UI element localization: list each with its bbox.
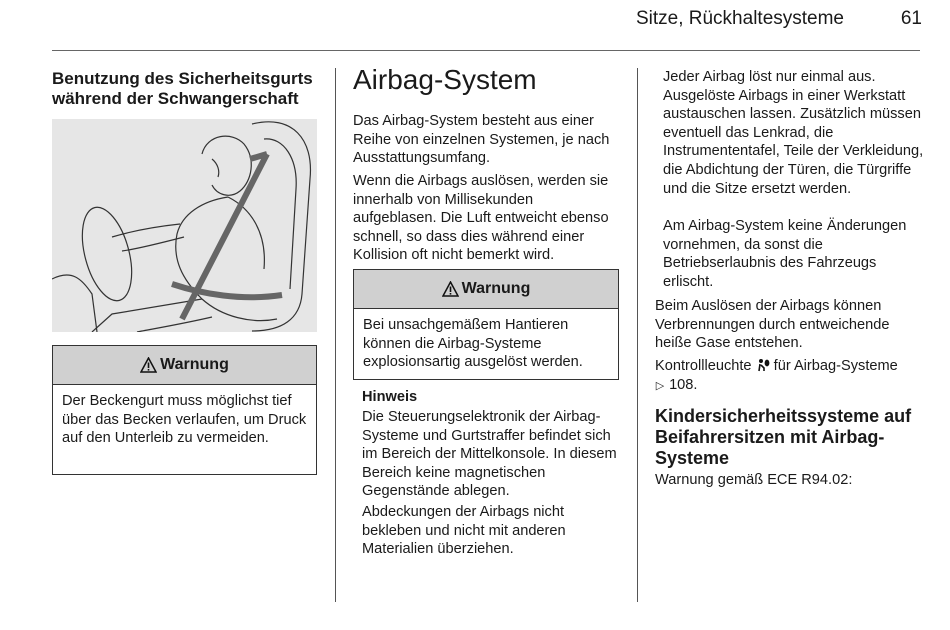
column-divider-1 bbox=[335, 68, 336, 602]
column-divider-2 bbox=[637, 68, 638, 602]
warning-triangle-icon bbox=[442, 281, 459, 297]
airbag-intro-paragraph: Das Airbag-System besteht aus einer Reihe von einzelnen Systemen, je nach Ausstattungsumfang. bbox=[353, 113, 610, 167]
page-reference[interactable]: 108. bbox=[669, 376, 698, 393]
note-covers-paragraph: Abdeckungen der Airbags nicht bekleben und nicht mit anderen Materialien überziehen. bbox=[362, 504, 566, 558]
note-electronics-paragraph: Die Steuerungselektronik der Airbag-Systeme und Gurtstraffer befindet sich im Bereich der Mittelkonsole. In diesem Bereich keine magnetischen Gegenstände ablegen. bbox=[362, 409, 617, 500]
hot-gas-paragraph: Beim Auslösen der Airbags können Verbrennungen durch entweichende heiße Gase entstehen. bbox=[655, 298, 890, 352]
airbag-deploy-paragraph: Wenn die Airbags auslösen, werden sie innerhalb von Millisekunden aufgeblasen. Die Luft entweicht ebenso schnell, so dass dies während einer Kollision oft nicht bemerkt wird. bbox=[353, 173, 609, 264]
warning-title: Warnung bbox=[461, 280, 531, 297]
warning-header bbox=[354, 270, 618, 309]
header-divider bbox=[52, 50, 920, 51]
warning-title: Warnung bbox=[160, 356, 229, 373]
control-lamp-label: Kontrollleuchte bbox=[655, 358, 752, 374]
pregnant-driver-seatbelt-illustration bbox=[52, 119, 317, 332]
warning-text: Bei unsachgemäßem Hantieren können die Airbag-Systeme explosionsartig ausgelöst werden. bbox=[363, 317, 583, 371]
note-label: Hinweis bbox=[362, 389, 418, 405]
no-modification-paragraph: Am Airbag-System keine Änderungen vornehmen, da sonst die Betriebserlaubnis des Fahrzeugs erlischt. bbox=[663, 218, 907, 290]
section-title: Sitze, Rückhaltesysteme bbox=[635, 8, 844, 29]
ece-warning-paragraph: Warnung gemäß ECE R94.02: bbox=[655, 472, 853, 488]
airbag-warning-box bbox=[353, 269, 619, 380]
control-lamp-paragraph bbox=[655, 357, 925, 395]
warning-triangle-icon bbox=[140, 357, 157, 373]
pregnancy-warning-box bbox=[52, 345, 317, 475]
child-seat-heading: Kindersicherheitssysteme auf Beifahrersitzen mit Airbag-Systeme bbox=[655, 406, 912, 468]
warning-text: Der Beckengurt muss möglichst tief über das Becken verlaufen, um Druck auf den Unterleib zu vermeiden. bbox=[62, 393, 307, 447]
airbag-warning-lamp-icon bbox=[756, 358, 770, 372]
pregnancy-heading: Benutzung des Sicherheitsgurts während der Schwangerschaft bbox=[52, 69, 313, 108]
page-reference-arrow-icon: ▷ bbox=[655, 379, 665, 392]
warning-header bbox=[53, 346, 316, 385]
control-lamp-text: für Airbag-Systeme bbox=[773, 358, 898, 374]
single-deploy-paragraph: Jeder Airbag löst nur einmal aus. Ausgelöste Airbags in einer Werkstatt austauschen lassen. Zusätzlich müssen eventuell das Lenkrad, die Instrumententafel, Teile der Verkleidung, die Abdichtung der Türen, die Türgriffe und die Sitze ersetzt werden. bbox=[663, 69, 924, 197]
page-number: 61 bbox=[900, 8, 922, 29]
airbag-system-heading: Airbag-System bbox=[353, 64, 537, 95]
